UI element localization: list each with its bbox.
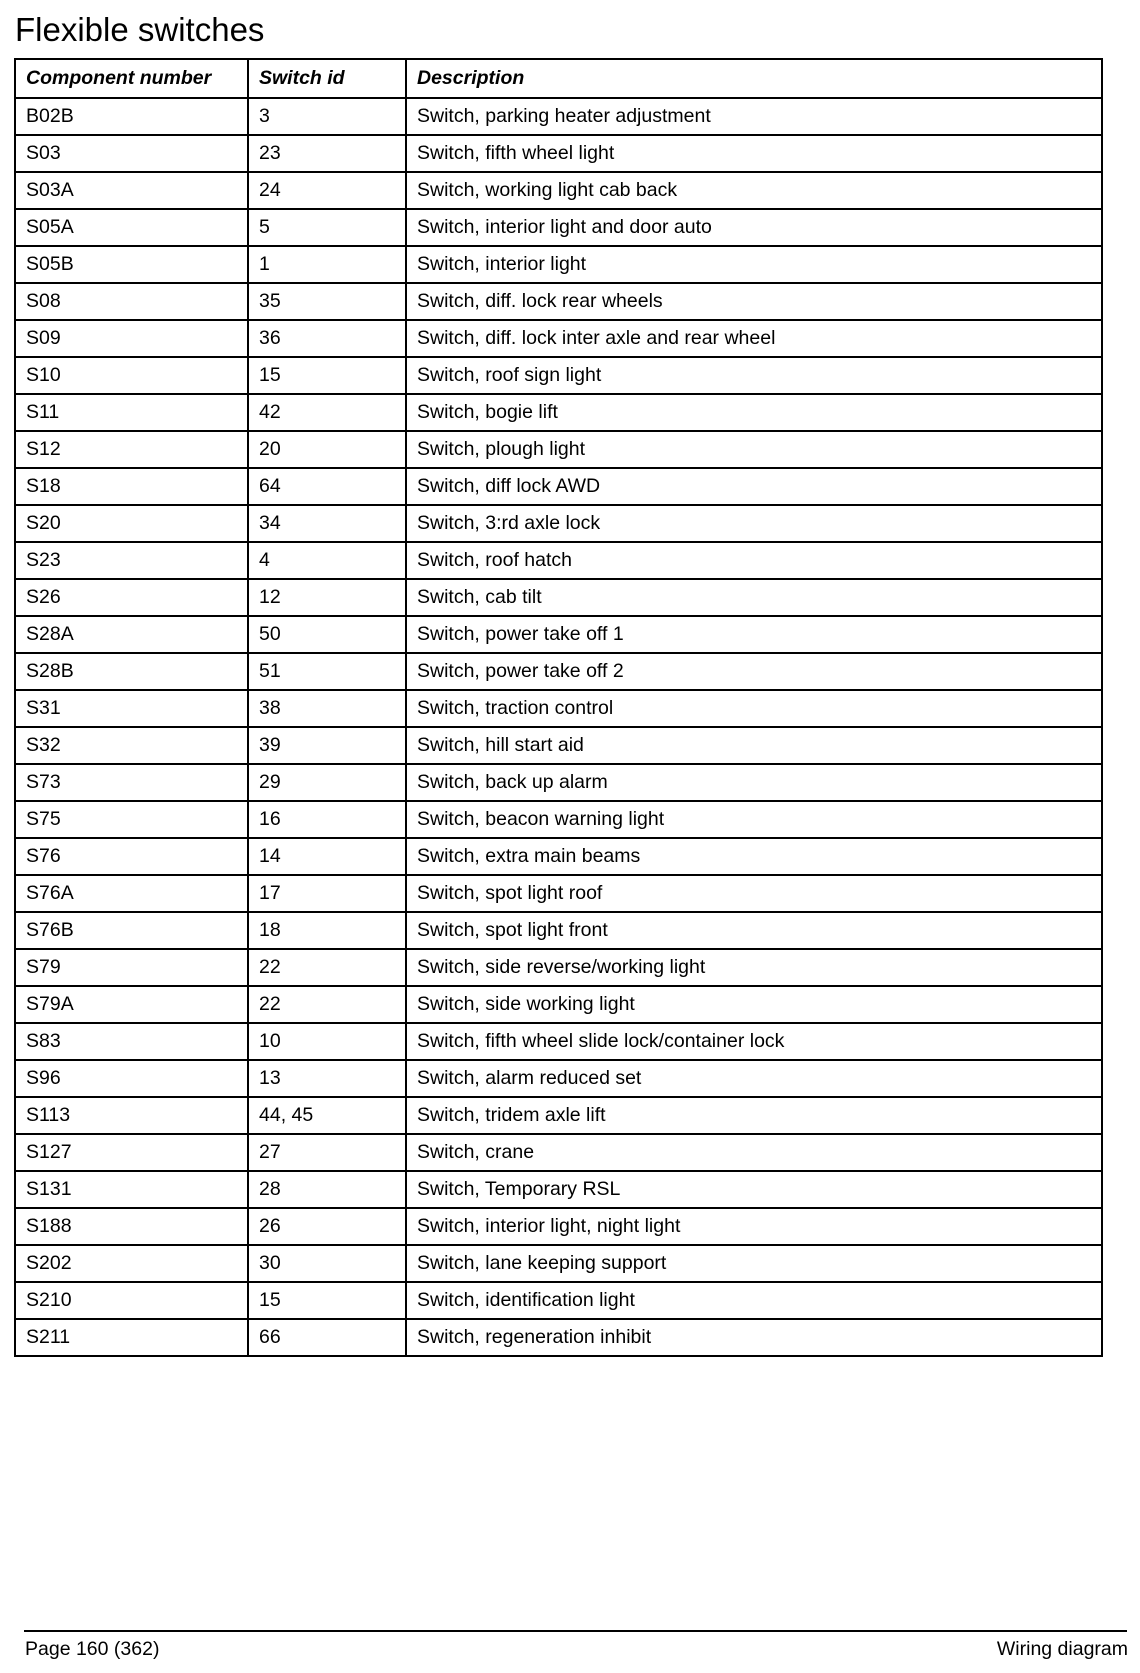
cell-component-number: S210 (15, 1282, 248, 1319)
table-row (15, 579, 1102, 616)
cell-switch-id: 22 (248, 986, 406, 1023)
header-component-number: Component number (15, 59, 248, 98)
cell-component-number: S03 (15, 135, 248, 172)
header-switch-id: Switch id (248, 59, 406, 98)
cell-switch-id: 28 (248, 1171, 406, 1208)
cell-description: Switch, crane (406, 1134, 1102, 1171)
cell-description: Switch, power take off 2 (406, 653, 1102, 690)
cell-component-number: S26 (15, 579, 248, 616)
cell-switch-id: 20 (248, 431, 406, 468)
table-row (15, 1245, 1102, 1282)
cell-switch-id: 23 (248, 135, 406, 172)
cell-switch-id: 64 (248, 468, 406, 505)
cell-description: Switch, diff. lock rear wheels (406, 283, 1102, 320)
cell-component-number: S09 (15, 320, 248, 357)
cell-component-number: S79 (15, 949, 248, 986)
cell-switch-id: 14 (248, 838, 406, 875)
cell-description: Switch, tridem axle lift (406, 1097, 1102, 1134)
cell-switch-id: 24 (248, 172, 406, 209)
cell-description: Switch, interior light (406, 246, 1102, 283)
cell-description: Switch, hill start aid (406, 727, 1102, 764)
cell-component-number: S20 (15, 505, 248, 542)
cell-switch-id: 15 (248, 357, 406, 394)
cell-description: Switch, fifth wheel light (406, 135, 1102, 172)
cell-component-number: S76A (15, 875, 248, 912)
cell-component-number: S12 (15, 431, 248, 468)
switch-table (14, 58, 1103, 1357)
cell-component-number: S08 (15, 283, 248, 320)
table-row (15, 1319, 1102, 1356)
table-row (15, 1282, 1102, 1319)
cell-component-number: S05B (15, 246, 248, 283)
table-row (15, 875, 1102, 912)
cell-switch-id: 30 (248, 1245, 406, 1282)
table-row (15, 394, 1102, 431)
table-row (15, 98, 1102, 135)
table-row (15, 283, 1102, 320)
cell-description: Switch, beacon warning light (406, 801, 1102, 838)
cell-switch-id: 12 (248, 579, 406, 616)
table-body (15, 98, 1102, 1356)
cell-description: Switch, roof hatch (406, 542, 1102, 579)
cell-description: Switch, alarm reduced set (406, 1060, 1102, 1097)
table-row (15, 838, 1102, 875)
table-row (15, 357, 1102, 394)
table-row (15, 172, 1102, 209)
cell-switch-id: 51 (248, 653, 406, 690)
table-row (15, 1134, 1102, 1171)
cell-component-number: S31 (15, 690, 248, 727)
cell-description: Switch, bogie lift (406, 394, 1102, 431)
cell-switch-id: 39 (248, 727, 406, 764)
cell-description: Switch, cab tilt (406, 579, 1102, 616)
cell-component-number: S05A (15, 209, 248, 246)
table-row (15, 542, 1102, 579)
table-row (15, 1097, 1102, 1134)
cell-component-number: S73 (15, 764, 248, 801)
cell-switch-id: 42 (248, 394, 406, 431)
cell-switch-id: 66 (248, 1319, 406, 1356)
table-row (15, 1208, 1102, 1245)
cell-description: Switch, extra main beams (406, 838, 1102, 875)
cell-component-number: S75 (15, 801, 248, 838)
table-row (15, 690, 1102, 727)
cell-component-number: S32 (15, 727, 248, 764)
cell-switch-id: 44, 45 (248, 1097, 406, 1134)
cell-description: Switch, power take off 1 (406, 616, 1102, 653)
table-row (15, 986, 1102, 1023)
table-row (15, 1060, 1102, 1097)
cell-switch-id: 10 (248, 1023, 406, 1060)
cell-description: Switch, side reverse/working light (406, 949, 1102, 986)
table-row (15, 1023, 1102, 1060)
cell-switch-id: 26 (248, 1208, 406, 1245)
cell-description: Switch, fifth wheel slide lock/container lock (406, 1023, 1102, 1060)
table-row (15, 801, 1102, 838)
table-row (15, 727, 1102, 764)
table-row (15, 246, 1102, 283)
cell-description: Switch, side working light (406, 986, 1102, 1023)
cell-description: Switch, roof sign light (406, 357, 1102, 394)
cell-component-number: S131 (15, 1171, 248, 1208)
cell-description: Switch, lane keeping support (406, 1245, 1102, 1282)
cell-switch-id: 17 (248, 875, 406, 912)
cell-switch-id: 16 (248, 801, 406, 838)
cell-switch-id: 4 (248, 542, 406, 579)
cell-description: Switch, spot light roof (406, 875, 1102, 912)
cell-description: Switch, traction control (406, 690, 1102, 727)
cell-description: Switch, 3:rd axle lock (406, 505, 1102, 542)
cell-component-number: S96 (15, 1060, 248, 1097)
cell-switch-id: 29 (248, 764, 406, 801)
cell-description: Switch, identification light (406, 1282, 1102, 1319)
cell-component-number: S03A (15, 172, 248, 209)
cell-description: Switch, Temporary RSL (406, 1171, 1102, 1208)
cell-component-number: S211 (15, 1319, 248, 1356)
cell-component-number: S28B (15, 653, 248, 690)
cell-component-number: S23 (15, 542, 248, 579)
cell-switch-id: 50 (248, 616, 406, 653)
table-row (15, 505, 1102, 542)
table-header-row (15, 59, 1102, 98)
cell-component-number: S127 (15, 1134, 248, 1171)
cell-component-number: S202 (15, 1245, 248, 1282)
cell-switch-id: 15 (248, 1282, 406, 1319)
cell-description: Switch, diff lock AWD (406, 468, 1102, 505)
section-name: Wiring diagram (996, 1638, 1128, 1660)
cell-description: Switch, interior light and door auto (406, 209, 1102, 246)
cell-switch-id: 13 (248, 1060, 406, 1097)
cell-component-number: S76 (15, 838, 248, 875)
table-row (15, 209, 1102, 246)
table-row (15, 912, 1102, 949)
footer-divider (24, 1630, 1127, 1632)
cell-component-number: S11 (15, 394, 248, 431)
cell-switch-id: 3 (248, 98, 406, 135)
cell-component-number: S76B (15, 912, 248, 949)
cell-description: Switch, diff. lock inter axle and rear wheel (406, 320, 1102, 357)
table-row (15, 431, 1102, 468)
cell-switch-id: 22 (248, 949, 406, 986)
cell-switch-id: 27 (248, 1134, 406, 1171)
cell-component-number: S79A (15, 986, 248, 1023)
cell-description: Switch, plough light (406, 431, 1102, 468)
cell-component-number: S113 (15, 1097, 248, 1134)
cell-component-number: S188 (15, 1208, 248, 1245)
cell-description: Switch, regeneration inhibit (406, 1319, 1102, 1356)
cell-switch-id: 34 (248, 505, 406, 542)
cell-component-number: B02B (15, 98, 248, 135)
table-row (15, 135, 1102, 172)
page-number: Page 160 (362) (25, 1638, 160, 1660)
cell-switch-id: 5 (248, 209, 406, 246)
cell-component-number: S10 (15, 357, 248, 394)
table-row (15, 764, 1102, 801)
cell-description: Switch, spot light front (406, 912, 1102, 949)
cell-component-number: S18 (15, 468, 248, 505)
header-description: Description (406, 59, 1102, 98)
cell-description: Switch, parking heater adjustment (406, 98, 1102, 135)
table-row (15, 616, 1102, 653)
cell-switch-id: 35 (248, 283, 406, 320)
cell-description: Switch, back up alarm (406, 764, 1102, 801)
table-row (15, 653, 1102, 690)
cell-description: Switch, interior light, night light (406, 1208, 1102, 1245)
table-row (15, 320, 1102, 357)
cell-switch-id: 36 (248, 320, 406, 357)
cell-switch-id: 18 (248, 912, 406, 949)
cell-component-number: S83 (15, 1023, 248, 1060)
cell-component-number: S28A (15, 616, 248, 653)
table-row (15, 1171, 1102, 1208)
cell-switch-id: 38 (248, 690, 406, 727)
table-row (15, 468, 1102, 505)
cell-description: Switch, working light cab back (406, 172, 1102, 209)
cell-switch-id: 1 (248, 246, 406, 283)
table-row (15, 949, 1102, 986)
page-title: Flexible switches (15, 11, 265, 48)
